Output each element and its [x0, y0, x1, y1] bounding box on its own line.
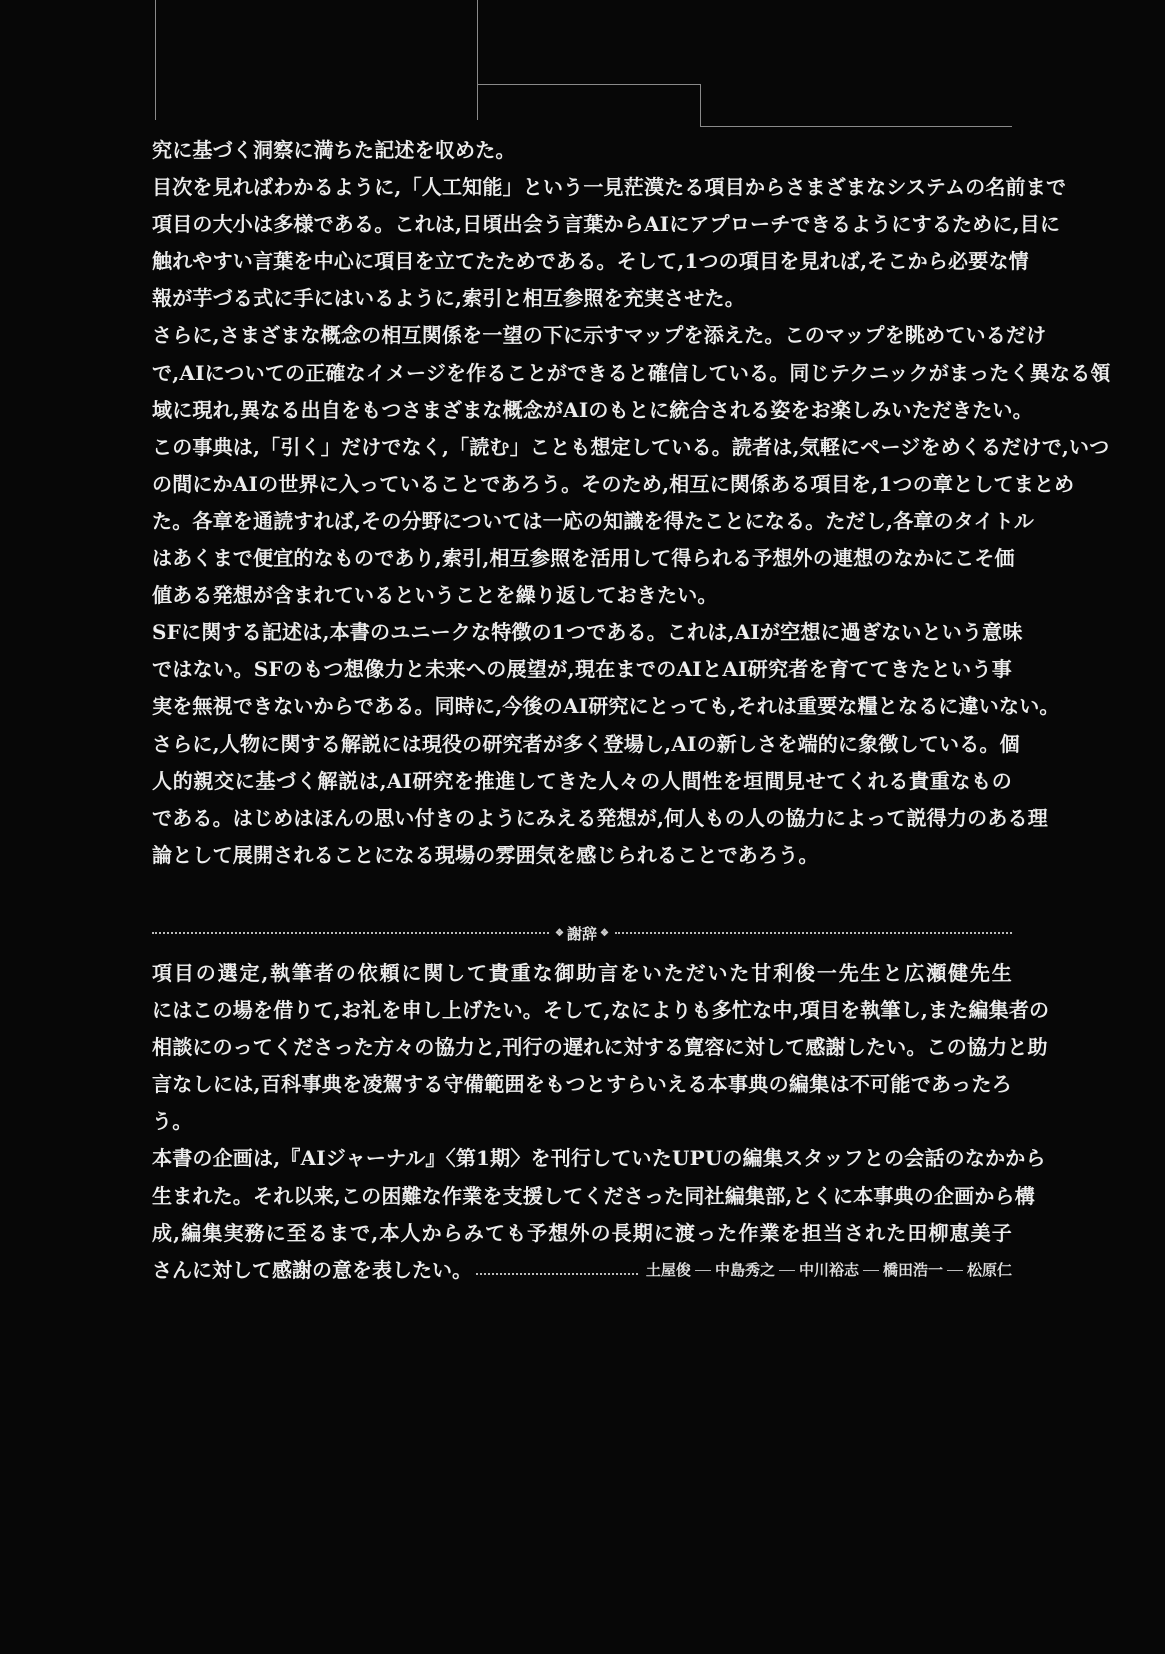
- text-line: 目次を見ればわかるように,「人工知能」という一見茫漠たる項目からさまざまなシステムの名前まで: [152, 175, 1067, 200]
- signature-row: [152, 1252, 1012, 1289]
- frame-line-mid-vertical: [477, 0, 478, 120]
- text-line: た。各章を通読すれば,その分野については一応の知識を得たことになる。ただし,各章のタイトル: [152, 508, 1035, 533]
- text-line: ではない。SFのもつ想像力と未来への展望が,現在までのAIとAI研究者を育ててきたという事: [152, 657, 1012, 682]
- frame-line-mid-horizontal: [478, 84, 700, 85]
- closing-sentence: さんに対して感謝の意を表したい。: [152, 1257, 472, 1282]
- text-line: 言なしには,百科事典を凌駕する守備範囲をもつとすらいえる本事典の編集は不可能であったろ: [152, 1072, 1012, 1097]
- author-name: 中島秀之: [714, 1260, 775, 1279]
- text-line: さらに,人物に関する解説には現役の研究者が多く登場し,AIの新しさを端的に象徴している。個: [152, 731, 1020, 756]
- diamond-ornament-icon: ❖: [600, 927, 609, 939]
- acknowledgements-body: [152, 955, 1050, 1289]
- text-line: にはこの場を借りて,お礼を申し上げたい。そして,なによりも多忙な中,項目を執筆し,また編集者の: [152, 998, 1050, 1023]
- text-line: う。: [152, 1109, 193, 1134]
- text-line: 究に基づく洞察に満ちた記述を収めた。: [152, 138, 516, 162]
- diamond-ornament-icon: ❖: [555, 927, 564, 939]
- acknowledgements-divider: [152, 918, 1012, 948]
- frame-line-left-vertical: [155, 0, 156, 120]
- author-separator: [779, 1270, 795, 1271]
- acknowledgements-heading: [549, 923, 615, 944]
- text-line: さらに,さまざまな概念の相互関係を一望の下に示すマップを添えた。このマップを眺めているだけ: [152, 323, 1047, 348]
- text-line: の間にかAIの世界に入っていることであろう。そのため,相互に関係ある項目を,1つの章としてまとめ: [152, 471, 1075, 496]
- author-separator: [863, 1270, 879, 1271]
- frame-line-right-horizontal: [700, 126, 1012, 127]
- text-line: 論として展開されることになる現場の雰囲気を感じられることであろう。: [152, 842, 819, 867]
- text-line: この事典は,「引く」だけでなく,「読む」ことも想定している。読者は,気軽にページをめくるだけで,いつ: [152, 434, 1110, 459]
- text-line: 実を無視できないからである。同時に,今後のAI研究にとっても,それは重要な糧となるに違いない。: [152, 694, 1060, 719]
- text-line: 人的親交に基づく解説は,AI研究を推進してきた人々の人間性を垣間見せてくれる貴重なもの: [152, 768, 1012, 793]
- acknowledgements-heading-text: 謝辞: [567, 924, 598, 943]
- preface-body: [152, 132, 1111, 874]
- text-line: 触れやすい言葉を中心に項目を立てたためである。そして,1つの項目を見れば,そこから必要な情: [152, 249, 1029, 274]
- text-line: である。はじめはほんの思い付きのようにみえる発想が,何人もの人の協力によって説得力のある理: [152, 805, 1048, 830]
- text-line: 域に現れ,異なる出自をもつさまざまな概念がAIのもとに統合される姿をお楽しみいただきたい。: [152, 397, 1033, 422]
- text-line: 成,編集実務に至るまで,本人からみても予想外の長期に渡った作業を担当された田柳恵美子: [152, 1220, 1012, 1245]
- author-name: 土屋俊: [645, 1260, 691, 1279]
- text-line: 報が芋づる式に手にはいるように,索引と相互参照を充実させた。: [152, 286, 745, 311]
- text-line: 本書の企画は,『AIジャーナル』〈第1期〉を刊行していたUPUの編集スタッフとの会話のなかから: [152, 1146, 1046, 1171]
- text-line: 値ある発想が含まれているということを繰り返しておきたい。: [152, 583, 718, 608]
- dotted-rule-left: [152, 932, 549, 934]
- author-list: [646, 1252, 1012, 1289]
- text-line: 項目の大小は多様である。これは,日頃出会う言葉からAIにアプローチできるようにするために,目に: [152, 212, 1061, 237]
- text-line: で,AIについての正確なイメージを作ることができると確信している。同じテクニックがまったく異なる領: [152, 360, 1111, 385]
- author-separator: [947, 1270, 963, 1271]
- dotted-rule-right: [615, 932, 1012, 934]
- author-name: 中川裕志: [798, 1260, 859, 1279]
- text-line: 項目の選定,執筆者の依頼に関して貴重な御助言をいただいた甘利俊一先生と広瀬健先生: [152, 961, 1012, 985]
- author-name: 橋田浩一: [882, 1260, 943, 1279]
- author-name: 松原仁: [966, 1260, 1012, 1279]
- text-line: 相談にのってくださった方々の協力と,刊行の遅れに対する寛容に対して感謝したい。この協力と助: [152, 1035, 1048, 1060]
- text-line: 生まれた。それ以来,この困難な作業を支援してくださった同社編集部,とくに本事典の企画から構: [152, 1183, 1035, 1208]
- dotted-leader: [476, 1273, 638, 1275]
- frame-line-right-vertical: [700, 84, 701, 126]
- author-separator: [695, 1270, 711, 1271]
- text-line: SFに関する記述は,本書のユニークな特徴の1つである。これは,AIが空想に過ぎないという意味: [152, 620, 1023, 645]
- text-line: はあくまで便宜的なものであり,索引,相互参照を活用して得られる予想外の連想のなかにこそ価: [152, 546, 1015, 571]
